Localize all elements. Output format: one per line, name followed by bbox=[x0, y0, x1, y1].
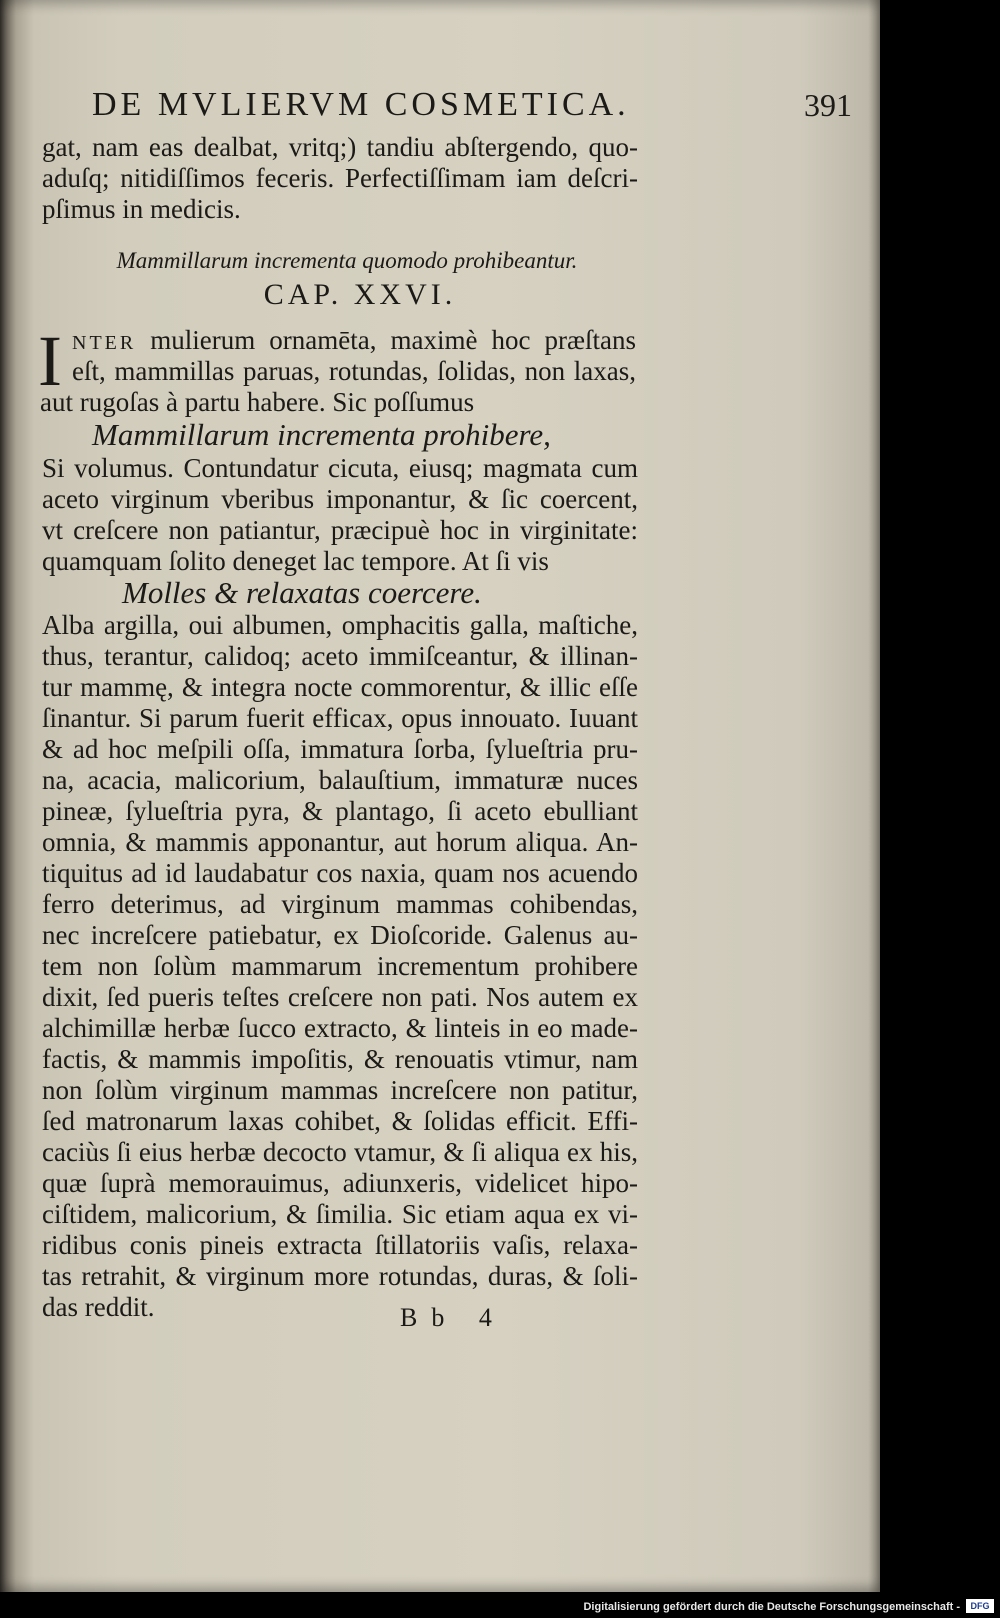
section-one bbox=[42, 453, 638, 577]
text-line: aut rugoſas à partu habere. Sic poſſumus bbox=[40, 387, 475, 417]
intro-paragraph bbox=[72, 325, 636, 387]
first-word: NTER bbox=[72, 332, 137, 354]
text-line: ridibus conis pineis extracta ſtillatoriis vaſis, relaxa- bbox=[42, 1230, 638, 1260]
text-line: Si volumus. Contundatur cicuta, eiusq; magmata cum bbox=[42, 453, 638, 483]
credit-bar bbox=[0, 1592, 1000, 1618]
text-line: pſimus in medicis. bbox=[42, 194, 241, 224]
text-line: ſed matronarum laxas cohibet, & ſolidas efficit. Effi- bbox=[42, 1106, 638, 1136]
text-line: ciſtidem, malicorium, & ſimilia. Sic etiam aqua ex vi- bbox=[42, 1199, 638, 1229]
text-line: vt creſcere non patiantur, præcipuè hoc in virginitate: bbox=[42, 515, 638, 545]
page-number: 391 bbox=[804, 87, 852, 123]
text-line: pineæ, ſylueſtria pyra, & plantago, ſi aceto ebulliant bbox=[42, 796, 638, 826]
text-line bbox=[72, 325, 636, 356]
drop-initial: I bbox=[38, 321, 62, 401]
text-line: caciùs ſi eius herbæ decocto vtamur, & ſi aliqua ex his, bbox=[42, 1137, 638, 1167]
text-line: non ſolùm virginum mammas increſcere non patitur, bbox=[42, 1075, 638, 1105]
text-line: aduſq; nitidiſſimos feceris. Perfectiſſimam iam deſcri- bbox=[42, 163, 638, 193]
text-line: thus, terantur, calidoq; aceto immiſceantur, & illinan- bbox=[42, 641, 638, 671]
text-line: na, acacia, malicorium, balauſtium, immaturæ nuces bbox=[42, 765, 638, 795]
signature-mark: Bb 4 bbox=[400, 1303, 506, 1332]
text-line: quæ ſuprà memorauimus, adiunxeris, videlicet hipo- bbox=[42, 1168, 638, 1198]
text-line: Alba argilla, oui albumen, omphacitis galla, maſtiche, bbox=[42, 610, 638, 640]
dfg-logo: DFG bbox=[966, 1599, 994, 1613]
text-line-content: mulierum ornamēta, maximè hoc præſtans bbox=[150, 325, 636, 355]
text-line: nec increſcere patiebatur, ex Dioſcoride. Galenus au- bbox=[42, 920, 638, 950]
text-line: das reddit. bbox=[42, 1292, 155, 1322]
section-two bbox=[42, 610, 638, 1323]
running-head bbox=[92, 85, 852, 125]
funding-credit: Digitalisierung gefördert durch die Deutsche Forschungsgemeinschaft - bbox=[583, 1601, 960, 1613]
text-line: tur mammę, & integra nocte commorentur, & illic eſſe bbox=[42, 672, 638, 702]
text-line: gat, nam eas dealbat, vritq;) tandiu abſtergendo, quo- bbox=[42, 132, 638, 162]
text-line: eſt, mammillas paruas, rotundas, ſolidas, non laxas, bbox=[72, 356, 636, 386]
subheading-molles: Molles & relaxatas coercere. bbox=[122, 575, 482, 610]
subheading-mammillarum: Mammillarum incrementa prohibere, bbox=[92, 417, 551, 452]
chapter-number: CAP. XXVI. bbox=[263, 278, 457, 311]
text-line: alchimillæ herbæ ſucco extracto, & linteis in eo made- bbox=[42, 1013, 638, 1043]
text-line: ferro deterimus, ad virginum mammas cohibendas, bbox=[42, 889, 638, 919]
chapter-heading: Mammillarum incrementa quomodo prohibeantur. bbox=[116, 248, 578, 273]
text-line: & ad hoc meſpili oſſa, immatura ſorba, ſylueſtria pru- bbox=[42, 734, 638, 764]
intro-paragraph-continued bbox=[40, 387, 636, 418]
running-head-title: DE MVLIERVM COSMETICA. bbox=[92, 86, 630, 123]
text-line: tiquitus ad id laudabatur cos naxia, quam nos acuendo bbox=[42, 858, 638, 888]
text-line: quamquam ſolito deneget lac tempore. At ſi vis bbox=[42, 546, 549, 576]
top-paragraph bbox=[42, 132, 638, 225]
text-line: aceto virginum vberibus imponantur, & ſic coercent, bbox=[42, 484, 638, 514]
text-line: omnia, & mammis apponantur, aut horum aliqua. An- bbox=[42, 827, 638, 857]
text-line: tem non ſolùm mammarum incrementum prohibere bbox=[42, 951, 638, 981]
text-line: ſinantur. Si parum fuerit efficax, opus innouato. Iuuant bbox=[42, 703, 638, 733]
text-line: factis, & mammis impoſitis, & renouatis vtimur, nam bbox=[42, 1044, 638, 1074]
text-line: dixit, ſed pueris teſtes creſcere non pati. Nos autem ex bbox=[42, 982, 638, 1012]
text-line: tas retrahit, & virginum more rotundas, duras, & ſoli- bbox=[42, 1261, 638, 1291]
